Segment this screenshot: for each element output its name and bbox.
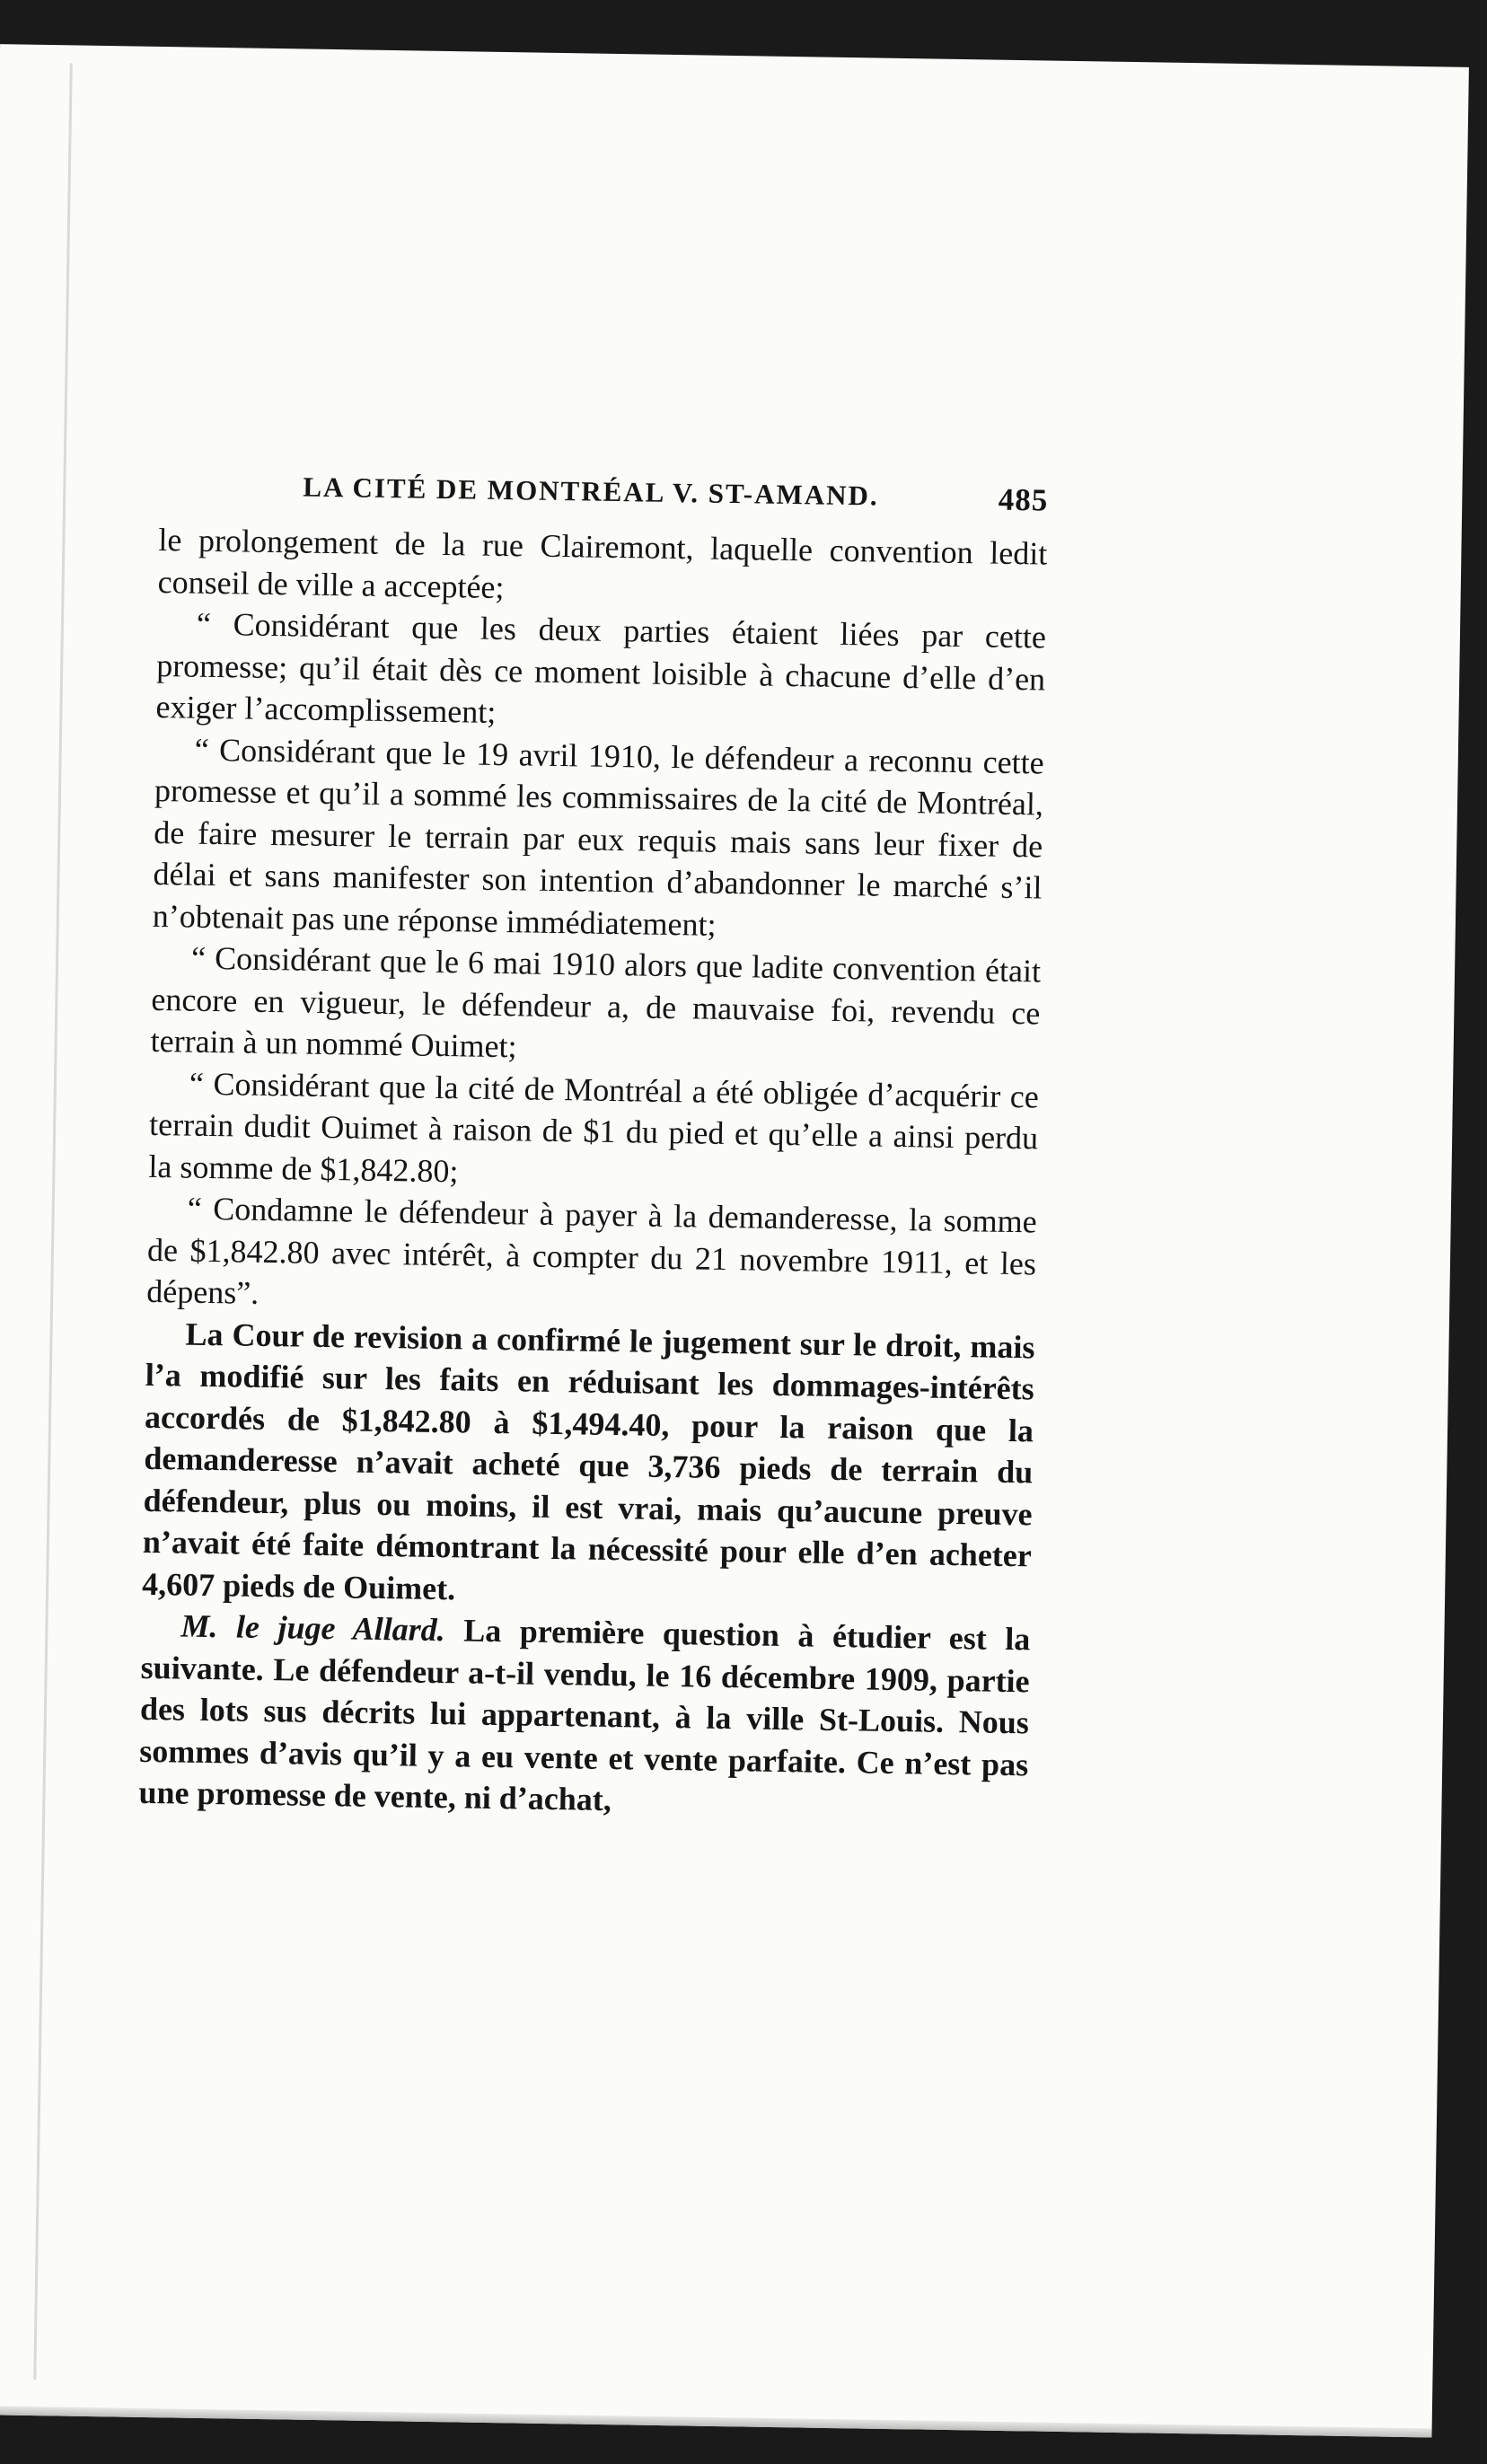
paragraph-considerant-3: “ Considérant que le 6 mai 1910 alors que ladite convention était encore en vigueur, le défendeur a, de mauvaise foi, revendu ce terrain à un nommé Ouimet;	[150, 939, 1042, 1065]
scanned-page	[0, 44, 1469, 2437]
running-title: LA CITÉ DE MONTRÉAL V. ST-AMAND.	[303, 471, 879, 512]
paragraph-condamne: “ Condamne le défendeur à payer à la demanderesse, la somme de $1,842.80 avec intérêt, à compter du 21 novembre 1911, et les dépens”.	[145, 1190, 1037, 1311]
paragraph-considerant-2: “ Considérant que le 19 avril 1910, le défendeur a reconnu cette promesse et qu’il a sommé les commissaires de la cité de Montréal, de faire mesurer le terrain par eux requis mais sans leur fixer de délai et sans manifester son intention d’abandonner le marché s’il n’obtenait pas une réponse immédiatement;	[152, 731, 1044, 943]
paragraph-continuation: le prolongement de la rue Clairemont, laquelle convention ledit conseil de ville a acceptée;	[157, 521, 1048, 605]
paragraph-juge-allard	[138, 1605, 1031, 1827]
text-block	[138, 469, 1048, 1827]
page-fold-line	[33, 63, 73, 2380]
paragraph-considerant-1: “ Considérant que les deux parties étaient liées par cette promesse; qu’il était dès ce moment loisible à chacune d’elle d’en exiger l’accomplissement;	[155, 605, 1047, 730]
paragraph-considerant-4: “ Considérant que la cité de Montréal a été obligée d’acquérir ce terrain dudit Ouimet à raison de $1 du pied et qu’elle a ainsi perdu la somme de $1,842.80;	[148, 1065, 1040, 1189]
judge-opinion-text: La première question à étudier est la suivante. Le défendeur a-t-il vendu, le 16 décembre 1909, partie des lots sus décrits lui appartenant, à la ville St-Louis. Nous sommes d’avis qu’il y a eu vente et vente parfaite. Ce n’est pas une promesse de vente, ni d’achat,	[138, 1612, 1031, 1818]
judge-name: M. le juge Allard.	[180, 1607, 446, 1649]
page-number: 485	[998, 481, 1049, 518]
page-bottom-edge	[0, 2406, 1432, 2438]
paragraph-cour-de-revision: La Cour de revision a confirmé le jugement sur le droit, mais l’a modifié sur les faits en réduisant les dommages-intérêts accordés de $1,842.80 à $1,494.40, pour la raison que la demanderesse n’avait acheté que 3,736 pieds de terrain du défendeur, plus ou moins, il est vrai, mais qu’aucune preuve n’avait été faite démontrant la nécessité pour elle d’en acheter 4,607 pieds de Ouimet.	[141, 1316, 1035, 1606]
